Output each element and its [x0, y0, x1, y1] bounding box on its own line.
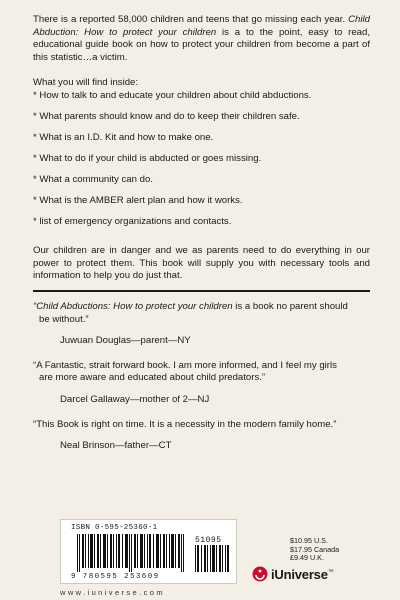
testimonials: [33, 301, 370, 465]
feature-item: * What is the AMBER alert plan and how it works.: [33, 195, 243, 206]
barcode-digits: 9 780595 253609: [71, 573, 160, 581]
barcode-box: [60, 519, 237, 584]
book-title: Child Abduction: How to protect your children: [33, 14, 370, 38]
feature-item: * What is an I.D. Kit and how to make one.: [33, 132, 214, 143]
website-url: www.iuniverse.com: [60, 588, 165, 597]
inside-heading: What you will find inside:: [33, 77, 139, 88]
quote-line: “A Fantastic, strait forward book. I am more informed, and I feel my girls: [33, 359, 337, 371]
quote-mark: “: [33, 301, 37, 312]
quote-text: is a book no parent should: [232, 301, 348, 312]
price-us: $10.95 U.S.: [290, 536, 328, 545]
addon-barcode-icon: [195, 545, 229, 572]
quote-line: are more aware and educated about child predators.”: [39, 372, 266, 384]
trademark: ™: [327, 569, 334, 576]
publisher-name: [271, 567, 334, 582]
quote-line: “This Book is right on time. It is a necessity in the modern family home.”: [33, 418, 337, 430]
intro-rest: is a to the point, easy to read, educational guide book on how to protect your children from become a part of this statistic…a victim.: [33, 26, 371, 63]
quote-attribution: Neal Brinson—father—CT: [60, 440, 172, 452]
closing-paragraph: Our children are in danger and we as parents need to do everything in our power to protect them. This book will supply you with necessary tools and information to help you do just that.: [33, 245, 370, 282]
publisher-logo: [252, 566, 334, 582]
feature-item: * list of emergency organizations and contacts.: [33, 216, 232, 227]
quote-line: be without.”: [39, 313, 89, 325]
feature-item: * How to talk to and educate your children about child abductions.: [33, 90, 312, 101]
divider-line: [33, 290, 370, 292]
testimonial: [33, 419, 370, 453]
publisher-name-text: iUniverse: [271, 566, 328, 582]
iuniverse-logo-icon: [252, 566, 268, 582]
price-uk: £9.49 U.K.: [290, 553, 324, 563]
testimonial: [33, 301, 370, 348]
quote-attribution: Juwuan Douglas—parent—NY: [60, 335, 191, 347]
price-list: [290, 537, 339, 563]
intro-sentence: There is a reported 58,000 children and teens that go missing each year.: [33, 14, 346, 25]
quote-attribution: Darcel Gallaway—mother of 2—NJ: [60, 393, 210, 405]
barcode-icon: [77, 534, 185, 572]
intro-paragraph: [33, 14, 370, 64]
feature-list: [33, 90, 370, 237]
quote-line: [33, 301, 370, 314]
quoted-title: Child Abductions: How to protect your children: [36, 301, 233, 312]
testimonial: [33, 360, 370, 407]
price-code: 51095: [195, 536, 222, 545]
feature-item: * What a community can do.: [33, 174, 153, 185]
feature-item: * What to do if your child is abducted or goes missing.: [33, 153, 262, 164]
isbn-label: ISBN 0-595-25360-1: [71, 524, 158, 532]
price-canada: $17.95 Canada: [290, 544, 340, 554]
feature-item: * What parents should know and do to keep their children safe.: [33, 111, 300, 122]
